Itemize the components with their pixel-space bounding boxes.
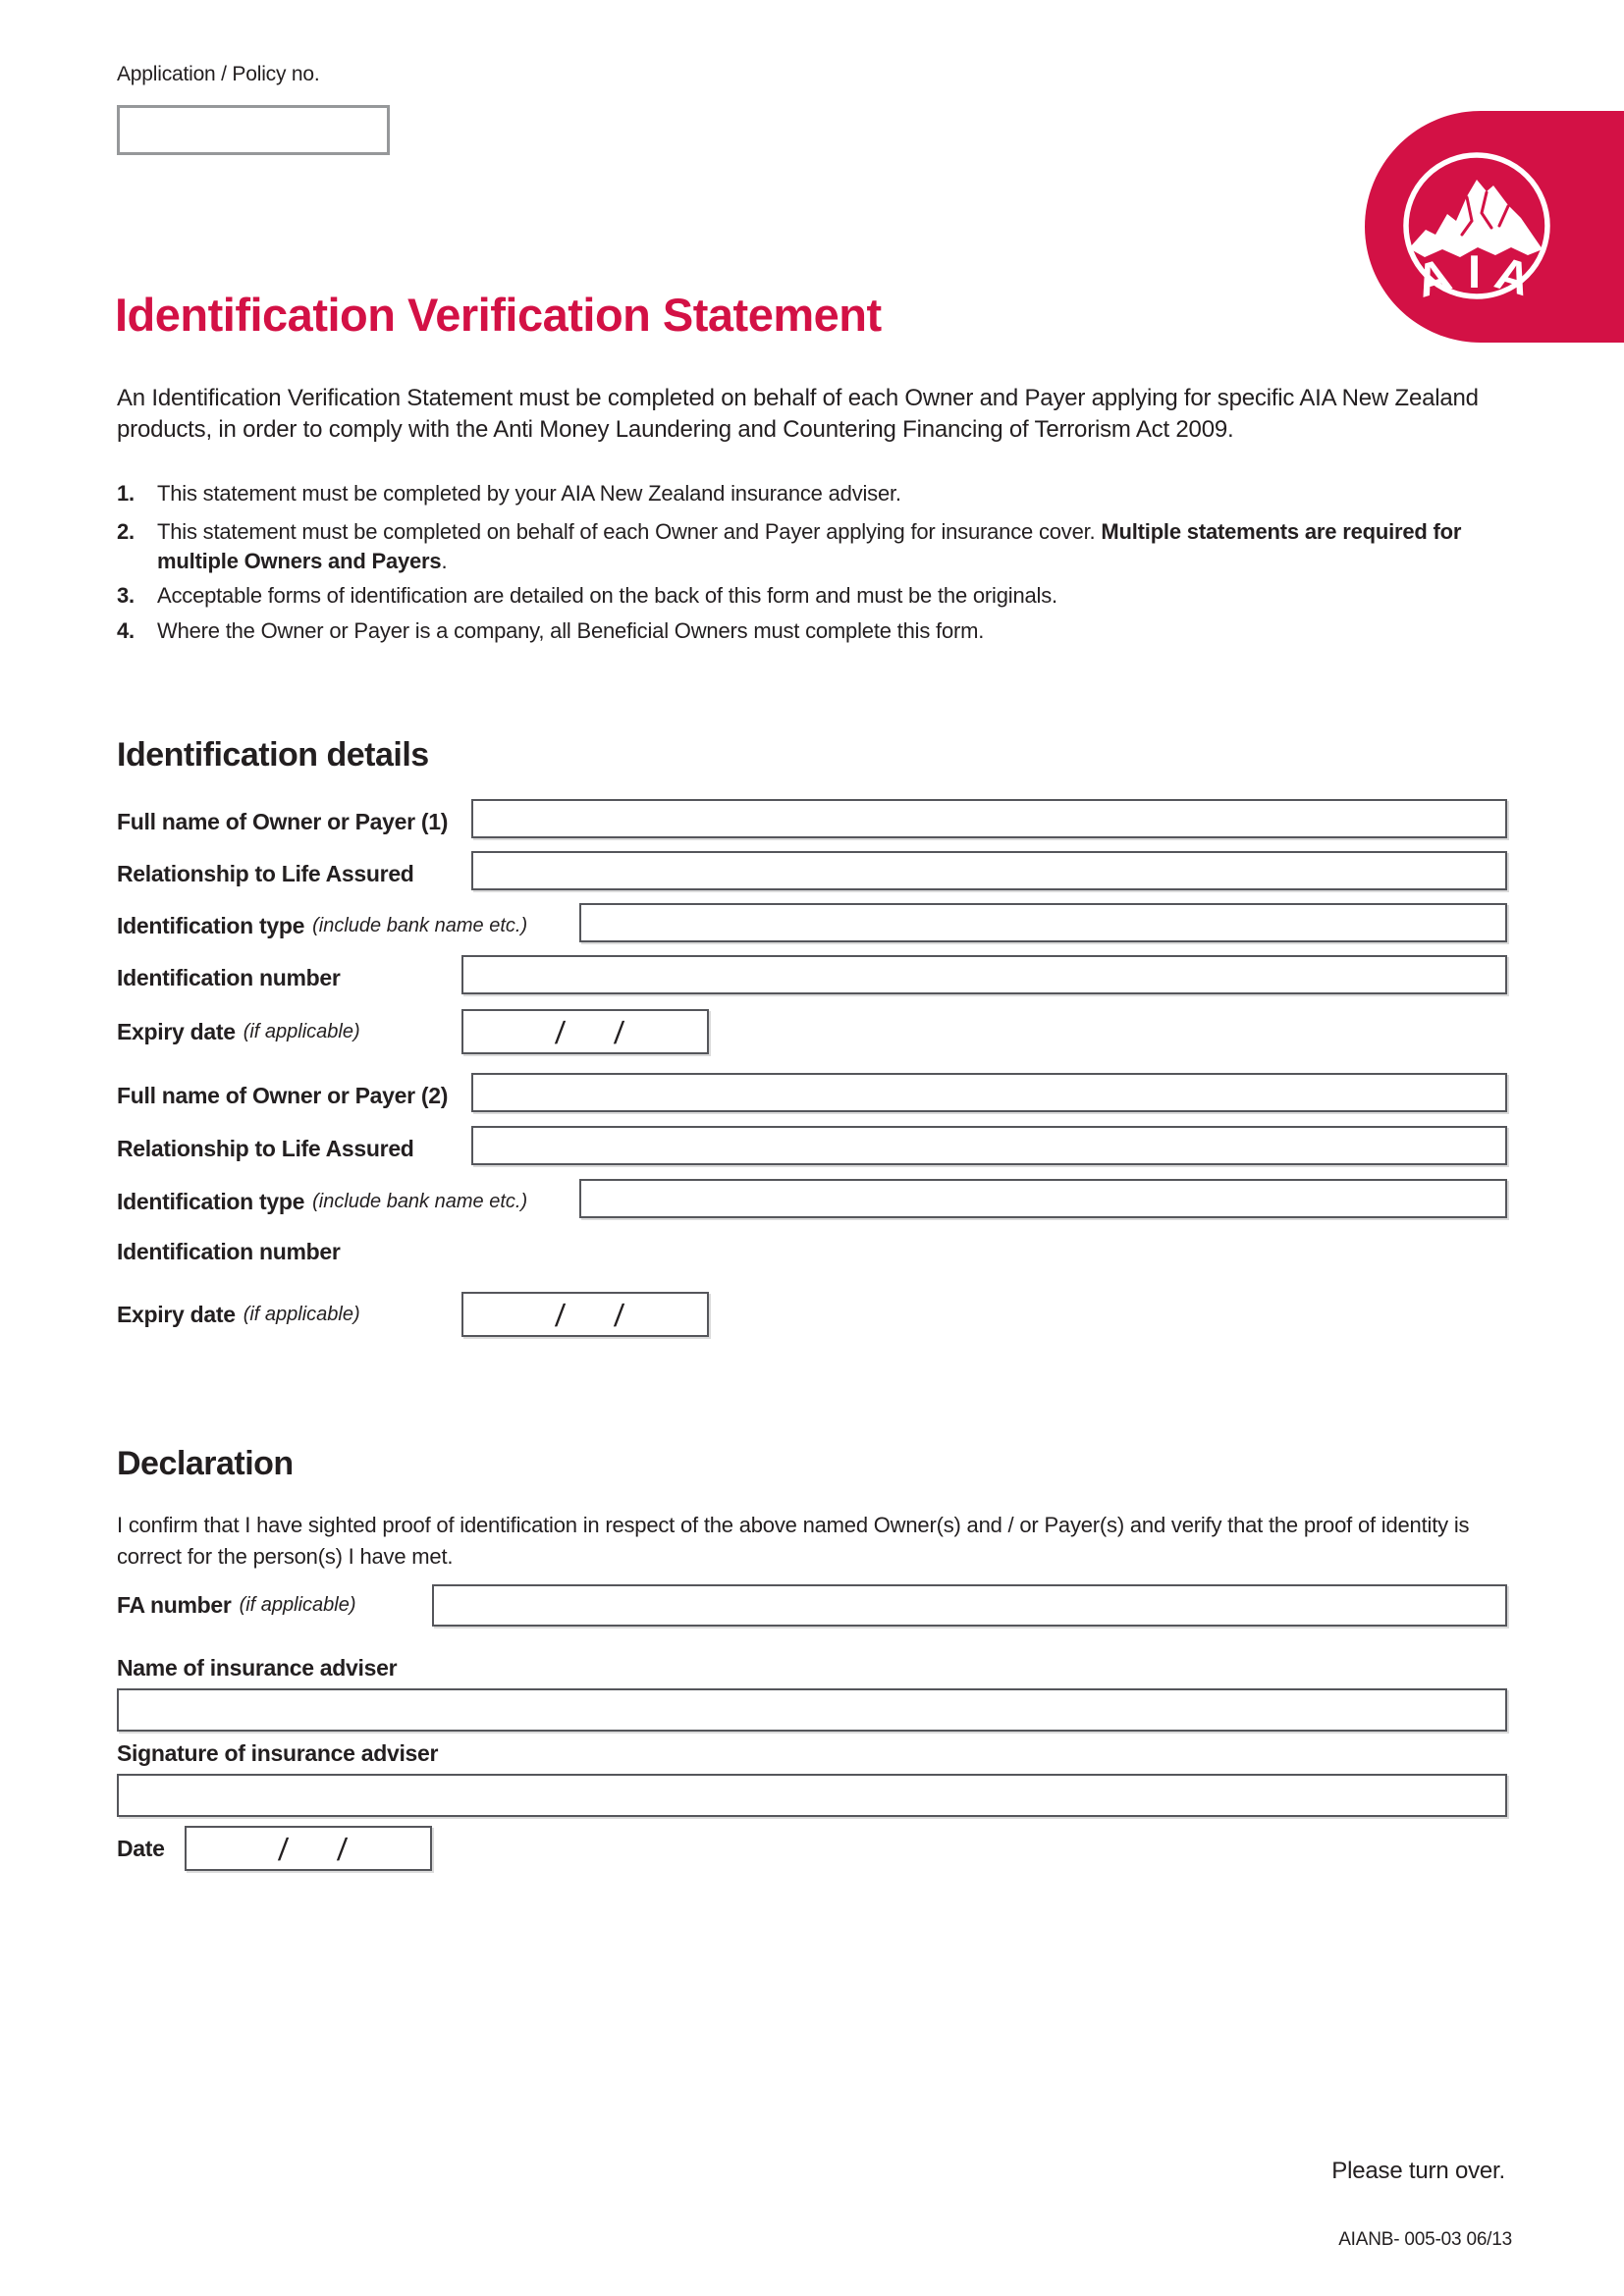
logo-letter-a2: A [1489, 245, 1538, 306]
field-row-expiry-1 [117, 1009, 1507, 1054]
field-row-relationship-2 [117, 1126, 1507, 1171]
application-policy-input[interactable] [117, 105, 390, 155]
date-separator: / [554, 1298, 568, 1333]
declaration-paragraph: I confirm that I have sighted proof of identification in respect of the above named Owner(s) and / or Payer(s) and verify that the proof of identity is correct for the person(s) I have met. [117, 1513, 1470, 1569]
field-label: Date [117, 1835, 165, 1861]
relationship-life-assured-2-input[interactable] [471, 1126, 1507, 1165]
field-note: (if applicable) [243, 1303, 360, 1325]
relationship-life-assured-1-input[interactable] [471, 851, 1507, 890]
form-code: AIANB- 005-03 06/13 [1338, 2229, 1512, 2250]
date-separator: / [554, 1015, 568, 1050]
field-label: Full name of Owner or Payer (2) [117, 1082, 449, 1108]
adviser-name-input[interactable] [117, 1688, 1507, 1732]
field-row-expiry-2 [117, 1292, 1507, 1337]
logo-letter-a1: A [1409, 247, 1457, 307]
field-row-full-name-1 [117, 799, 1507, 844]
field-note: (if applicable) [243, 1020, 360, 1042]
field-label: Relationship to Life Assured [117, 1135, 414, 1161]
note-number: 1. [117, 481, 135, 506]
field-label: Identification number [117, 1238, 341, 1264]
identification-type-1-input[interactable] [579, 903, 1507, 942]
field-row-id-type-2 [117, 1179, 1507, 1224]
signature-input[interactable] [117, 1774, 1507, 1817]
fa-number-input[interactable] [432, 1584, 1507, 1627]
field-row-date [117, 1826, 1507, 1871]
intro-paragraph: An Identification Verification Statement must be completed on behalf of each Owner and Payer applying for specific AIA New Zealand products, in order to comply with the Anti Money Laundering and Countering Financing of Terrorism Act 2009. [117, 385, 1479, 443]
adviser-name-label: Name of insurance adviser [117, 1655, 398, 1681]
field-row-id-number-1 [117, 955, 1507, 1000]
turn-over-note: Please turn over. [1331, 2158, 1505, 2184]
logo-letter-i: I [1468, 245, 1482, 297]
field-row-full-name-2 [117, 1073, 1507, 1118]
field-label: Identification type [117, 912, 305, 938]
field-label: Identification number [117, 964, 341, 990]
date-separator: / [335, 1832, 349, 1867]
field-label: FA number [117, 1592, 232, 1618]
identification-type-2-input[interactable] [579, 1179, 1507, 1218]
field-row-relationship-1 [117, 851, 1507, 896]
date-separator: / [612, 1015, 625, 1050]
date-separator: / [277, 1832, 291, 1867]
field-note: (if applicable) [239, 1594, 356, 1616]
aia-logo-graphic [1365, 111, 1624, 343]
page-title: Identification Verification Statement [115, 289, 882, 341]
full-name-owner-payer-1-input[interactable] [471, 799, 1507, 838]
identification-details-heading: Identification details [117, 736, 429, 774]
note-number: 4. [117, 618, 135, 643]
expiry-date-1-input[interactable] [461, 1009, 709, 1054]
note-item-1: 1. This statement must be completed by your AIA New Zealand insurance adviser. [117, 479, 1511, 508]
date-input[interactable] [185, 1826, 432, 1871]
identification-number-1-input[interactable] [461, 955, 1507, 994]
field-row-id-number-2 [117, 1229, 1507, 1274]
field-label: Expiry date [117, 1301, 236, 1327]
signature-label: Signature of insurance adviser [117, 1740, 439, 1766]
note-item-2: 2. This statement must be completed on behalf of each Owner and Payer applying for insurance cover. Multiple statements are required for multiple Owners and Payers. [117, 519, 1462, 573]
field-note: (include bank name etc.) [312, 914, 528, 936]
full-name-owner-payer-2-input[interactable] [471, 1073, 1507, 1112]
field-label: Identification type [117, 1188, 305, 1214]
field-label: Relationship to Life Assured [117, 860, 414, 886]
note-item-3: 3. Acceptable forms of identification are detailed on the back of this form and must be the originals. [117, 581, 1511, 611]
field-note: (include bank name etc.) [312, 1190, 528, 1212]
date-separator: / [612, 1298, 625, 1333]
aia-logo [1365, 111, 1624, 343]
field-label: Expiry date [117, 1018, 236, 1044]
field-row-fa-number [117, 1584, 1507, 1627]
note-item-4: 4. Where the Owner or Payer is a company, all Beneficial Owners must complete this form. [117, 616, 1511, 646]
declaration-heading: Declaration [117, 1445, 294, 1482]
note-number: 3. [117, 583, 135, 608]
note-number: 2. [117, 519, 135, 544]
field-row-id-type-1 [117, 903, 1507, 948]
expiry-date-2-input[interactable] [461, 1292, 709, 1337]
application-policy-label: Application / Policy no. [117, 63, 320, 85]
field-label: Full name of Owner or Payer (1) [117, 808, 449, 834]
